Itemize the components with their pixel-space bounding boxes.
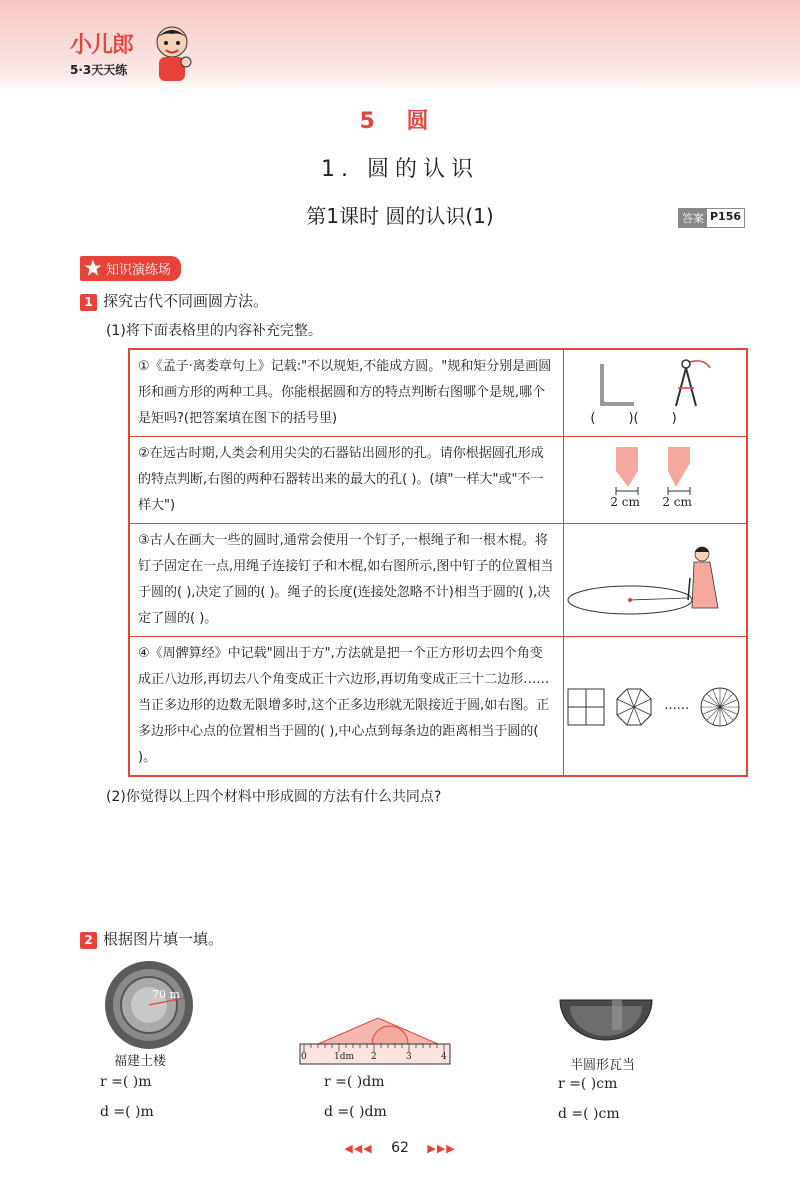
row-text: ④《周髀算经》中记载"圆出于方",方法就是把一个正方形切去四个角变成正八边形,再切去八个角变成正十六边形,再切角变成正三十二边形……当正多边形的边数无限增多时,这个正多边形就无限接近于圆,如右图。正多边形中心点的位置相当于圆的( ),中心点到每条边的距离相当于圆的( )。 bbox=[129, 637, 564, 777]
polygon-sequence-icon bbox=[564, 677, 744, 737]
tulou-radius: r =( )m bbox=[100, 1074, 152, 1090]
question-1-part-1: (1)将下面表格里的内容补充完整。 bbox=[106, 323, 322, 339]
chapter-title: 5 圆 bbox=[359, 109, 441, 134]
answer-page: P156 bbox=[710, 210, 742, 223]
ruler-tick-label: 1dm bbox=[334, 1052, 355, 1062]
page-number bbox=[0, 1140, 800, 1156]
answer-label: 答案 bbox=[679, 209, 707, 227]
ancient-person-drawing-icon bbox=[564, 528, 744, 628]
table-row bbox=[129, 524, 747, 637]
left-arrows-icon: ◀◀◀ bbox=[344, 1142, 373, 1155]
question-1-part-2: (2)你觉得以上四个材料中形成圆的方法有什么共同点? bbox=[106, 789, 442, 805]
banner-star-icon bbox=[82, 257, 104, 279]
tile-caption: 半圆形瓦当 bbox=[570, 1058, 636, 1073]
ruler-tick-label: 0 bbox=[301, 1052, 307, 1062]
row-figure bbox=[564, 437, 747, 524]
tulou-diameter: d =( )m bbox=[100, 1104, 154, 1120]
tool-b-label: 2 cm bbox=[662, 495, 692, 509]
square-and-compass-icon bbox=[564, 354, 744, 414]
ruler-triangle-figure bbox=[298, 1012, 458, 1068]
figure-blanks: ( )( ) bbox=[590, 411, 677, 426]
question-title: 探究古代不同画圆方法。 bbox=[103, 292, 269, 310]
row-figure bbox=[564, 637, 747, 777]
row-figure bbox=[564, 349, 747, 437]
tulou-photo bbox=[104, 960, 194, 1050]
stone-tools-icon bbox=[564, 441, 744, 505]
page-number-value: 62 bbox=[391, 1140, 409, 1156]
brand-name: 小儿郎 bbox=[70, 33, 134, 58]
table-row bbox=[129, 637, 747, 777]
tile-photo bbox=[556, 996, 656, 1046]
tulou-caption: 福建土楼 bbox=[114, 1054, 167, 1069]
row-text: ③古人在画大一些的圆时,通常会使用一个钉子,一根绳子和一根木棍。将钉子固定在一点,用绳子连接钉子和木棍,如右图所示,图中钉子的位置相当于圆的( ),决定了圆的( )。绳子的长度(连接处忽略不计)相当于圆的( ),决定了圆的( )。 bbox=[129, 524, 564, 637]
question-title: 根据图片填一填。 bbox=[103, 930, 224, 948]
tulou-marker: 70 m bbox=[152, 988, 180, 1001]
ellipsis-dots: ······ bbox=[664, 702, 690, 717]
question-number: 2 bbox=[80, 932, 97, 949]
mascot-icon bbox=[150, 24, 194, 84]
tool-a-label: 2 cm bbox=[610, 495, 640, 509]
table-row bbox=[129, 437, 747, 524]
ruler-radius: r =( )dm bbox=[324, 1074, 385, 1090]
section-title: 1. 圆的认识 bbox=[321, 157, 479, 182]
ruler-tick-label: 2 bbox=[371, 1052, 377, 1062]
row-text: ①《孟子·离娄章句上》记载:"不以规矩,不能成方圆。"规和矩分别是画圆形和画方形的两种工具。你能根据圆和方的特点判断右图哪个是规,哪个是矩吗?(把答案填在图下的括号里) bbox=[129, 349, 564, 437]
ruler-tick-label: 4 bbox=[441, 1052, 447, 1062]
series-name: 5·3天天练 bbox=[70, 63, 128, 77]
row-text: ②在远古时期,人类会利用尖尖的石器钻出圆形的孔。请你根据圆孔形成的特点判断,右图的两种石器转出来的最大的孔( )。(填"一样大"或"不一样大") bbox=[129, 437, 564, 524]
lesson-title: 第1课时 圆的认识(1) bbox=[306, 204, 494, 228]
ruler-diameter: d =( )dm bbox=[324, 1104, 387, 1120]
question-2 bbox=[80, 928, 223, 949]
banner-label: 知识演练场 bbox=[80, 256, 181, 281]
ruler-tick-label: 3 bbox=[406, 1052, 412, 1062]
tile-radius: r =( )cm bbox=[558, 1076, 618, 1092]
tile-diameter: d =( )cm bbox=[558, 1106, 620, 1122]
right-arrows-icon: ▶▶▶ bbox=[427, 1142, 456, 1155]
answer-ref bbox=[678, 208, 745, 228]
question-number: 1 bbox=[80, 294, 97, 311]
logo bbox=[70, 28, 133, 78]
row-figure bbox=[564, 524, 747, 637]
table-row bbox=[129, 349, 747, 437]
question-1 bbox=[80, 290, 268, 311]
materials-table bbox=[128, 348, 748, 777]
